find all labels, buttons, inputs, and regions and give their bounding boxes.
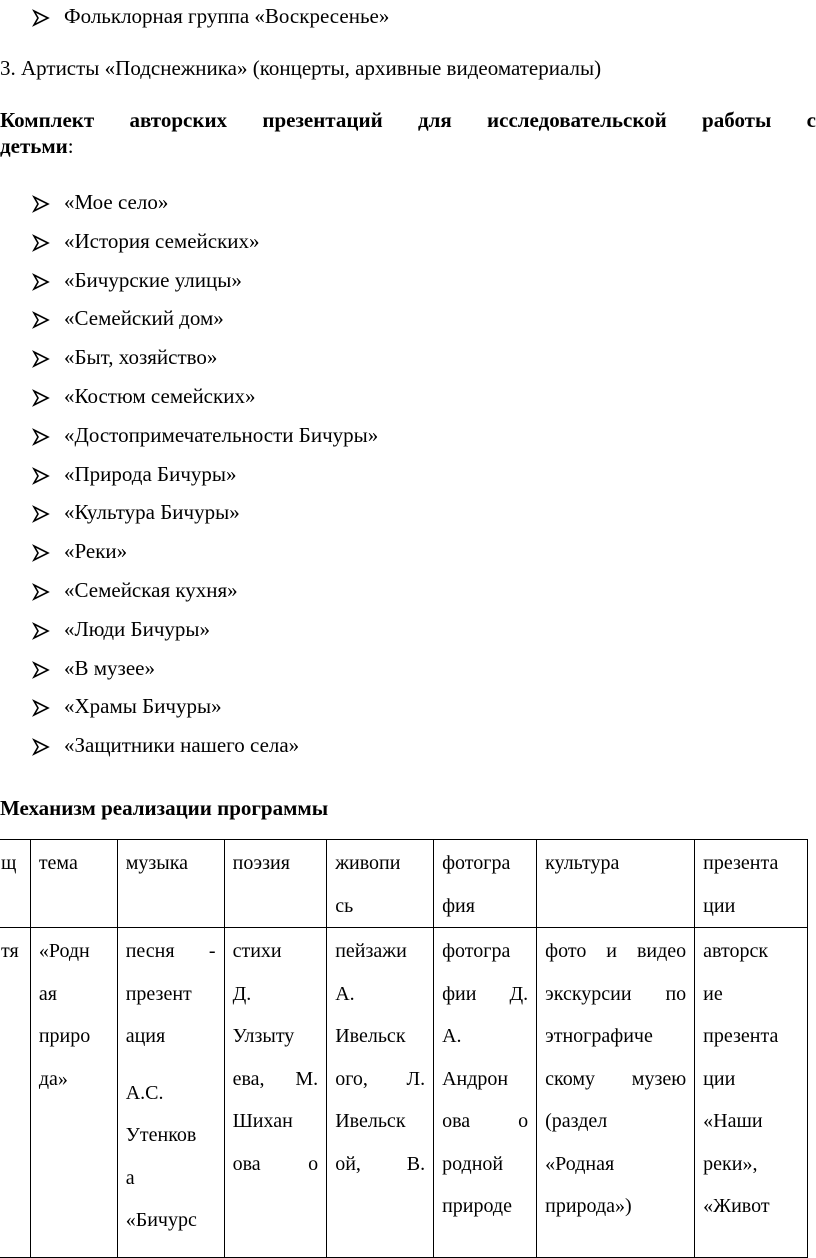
arrow-bullet-icon xyxy=(32,621,52,641)
arrow-bullet-icon xyxy=(32,233,52,253)
header-cell-presentations: презента ции xyxy=(695,840,808,928)
table-row xyxy=(0,928,808,1258)
cell-line: да» xyxy=(38,1067,68,1090)
cell-line: «Бичурс xyxy=(125,1209,197,1231)
arrow-bullet-icon xyxy=(32,8,52,28)
row-cell-culture xyxy=(537,928,695,1258)
arrow-bullet-icon xyxy=(32,194,52,214)
header-cell: щ xyxy=(0,840,30,928)
list-item: «В музее» xyxy=(64,655,155,680)
top-bullet-text: Фольклорная группа «Воскресенье» xyxy=(64,4,390,28)
list-item: «Семейская кухня» xyxy=(64,578,238,602)
list-item: «Реки» xyxy=(64,539,128,564)
cell-line: песня - xyxy=(125,940,216,962)
header-cell-poetry: поэзия xyxy=(224,840,327,928)
cell-line: фотогра xyxy=(442,940,511,962)
list-item: «История семейских» xyxy=(64,228,260,253)
cell-line: ация xyxy=(125,1025,166,1047)
cell-line: Андрон xyxy=(442,1067,509,1090)
list-item: «Культура Бичуры» xyxy=(64,500,240,525)
header-cell-topic: тема xyxy=(30,840,117,928)
cell-line: стихи xyxy=(232,940,282,962)
cell-line: ого, Л. xyxy=(335,1067,426,1090)
cell-line: (раздел xyxy=(545,1110,608,1132)
list-item: «Достопримечательности Бичуры» xyxy=(64,422,379,447)
arrow-bullet-icon xyxy=(32,504,52,524)
arrow-bullet-icon xyxy=(32,698,52,718)
arrow-bullet-icon xyxy=(32,310,52,330)
cell-line: ева, М. xyxy=(232,1067,319,1090)
arrow-bullet-icon xyxy=(32,466,52,486)
program-table xyxy=(0,839,808,1258)
cell-line: ции xyxy=(703,1067,736,1090)
cell-line: Улзыту xyxy=(232,1025,295,1047)
list-item: «Мое село» xyxy=(64,190,169,214)
row-cell-poetry xyxy=(224,928,327,1258)
cell-line: Д. xyxy=(232,982,252,1005)
cell-line: природа») xyxy=(545,1195,632,1217)
arrow-bullet-icon xyxy=(32,427,52,447)
list-item: «Бичурские улицы» xyxy=(64,267,242,292)
item-3-text: 3. Артисты «Подснежника» (концерты, архивные видеоматериалы) xyxy=(0,56,602,80)
cell-line: Ивельск xyxy=(335,1110,406,1132)
cell-line: «Наши xyxy=(703,1110,763,1132)
cell-line: А. xyxy=(442,1025,462,1047)
row-cell-music xyxy=(117,928,224,1258)
cell-line: фото и видео xyxy=(545,940,687,962)
cell-line: ой, В. xyxy=(335,1152,426,1175)
cell-line: «Родная xyxy=(545,1152,615,1175)
arrow-bullet-icon xyxy=(32,388,52,408)
cell-line: авторск xyxy=(703,940,769,962)
arrow-bullet-icon xyxy=(32,272,52,292)
cell-line: реки», xyxy=(703,1152,758,1175)
cell-line: Ивельск xyxy=(335,1025,406,1047)
header-cell-music: музыка xyxy=(117,840,224,928)
list-item: «Защитники нашего села» xyxy=(64,733,300,758)
cell-line: родной xyxy=(442,1152,504,1175)
header-cell-culture: культура xyxy=(537,840,695,928)
cell-line: ова о xyxy=(232,1152,319,1175)
mechanism-title: Механизм реализации программы xyxy=(0,796,329,820)
cell-line: ие xyxy=(703,982,723,1005)
row-cell-topic xyxy=(30,928,117,1258)
row-cell-painting xyxy=(327,928,434,1258)
arrow-bullet-icon xyxy=(32,349,52,369)
list-item: «Природа Бичуры» xyxy=(64,461,237,486)
cell-line: Шихан xyxy=(232,1110,293,1132)
row-cell: тя xyxy=(0,928,30,1258)
list-item: «Храмы Бичуры» xyxy=(64,694,222,719)
list-item: «Люди Бичуры» xyxy=(64,616,211,641)
arrow-bullet-icon xyxy=(32,737,52,757)
cell-line: ова о xyxy=(442,1110,529,1132)
presentations-heading-cont: детьми: xyxy=(0,134,74,158)
cell-line: фии Д. xyxy=(442,982,529,1005)
cell-line: ая xyxy=(38,982,57,1005)
cell-line: скому музею xyxy=(545,1067,687,1090)
cell-line: а xyxy=(125,1166,135,1189)
cell-line: А.С. xyxy=(125,1081,164,1104)
row-cell-photography xyxy=(434,928,537,1258)
row-cell-presentations xyxy=(695,928,808,1258)
cell-line: «Родн xyxy=(38,940,90,962)
cell-line: пейзажи xyxy=(335,940,407,962)
header-cell-painting: живопи сь xyxy=(327,840,434,928)
arrow-bullet-icon xyxy=(32,582,52,602)
cell-line: Утенков xyxy=(125,1124,197,1146)
cell-line: «Живот xyxy=(703,1195,770,1217)
arrow-bullet-icon xyxy=(32,660,52,680)
list-item: «Быт, хозяйство» xyxy=(64,345,218,370)
cell-line: природе xyxy=(442,1195,512,1217)
table-header-row xyxy=(0,840,808,928)
cell-line: презента xyxy=(703,1025,779,1047)
list-item: «Костюм семейских» xyxy=(64,384,256,408)
presentations-heading: Комплект авторских презентаций для исследовательской работы с xyxy=(0,108,816,132)
cell-line: А. xyxy=(335,982,355,1005)
list-item: «Семейский дом» xyxy=(64,306,224,331)
arrow-bullet-icon xyxy=(32,543,52,563)
cell-line: презент xyxy=(125,982,192,1005)
cell-line: приро xyxy=(38,1025,91,1047)
header-cell-photography: фотогра фия xyxy=(434,840,537,928)
cell-line: этнографиче xyxy=(545,1025,653,1047)
cell-line: экскурсии по xyxy=(545,982,687,1005)
